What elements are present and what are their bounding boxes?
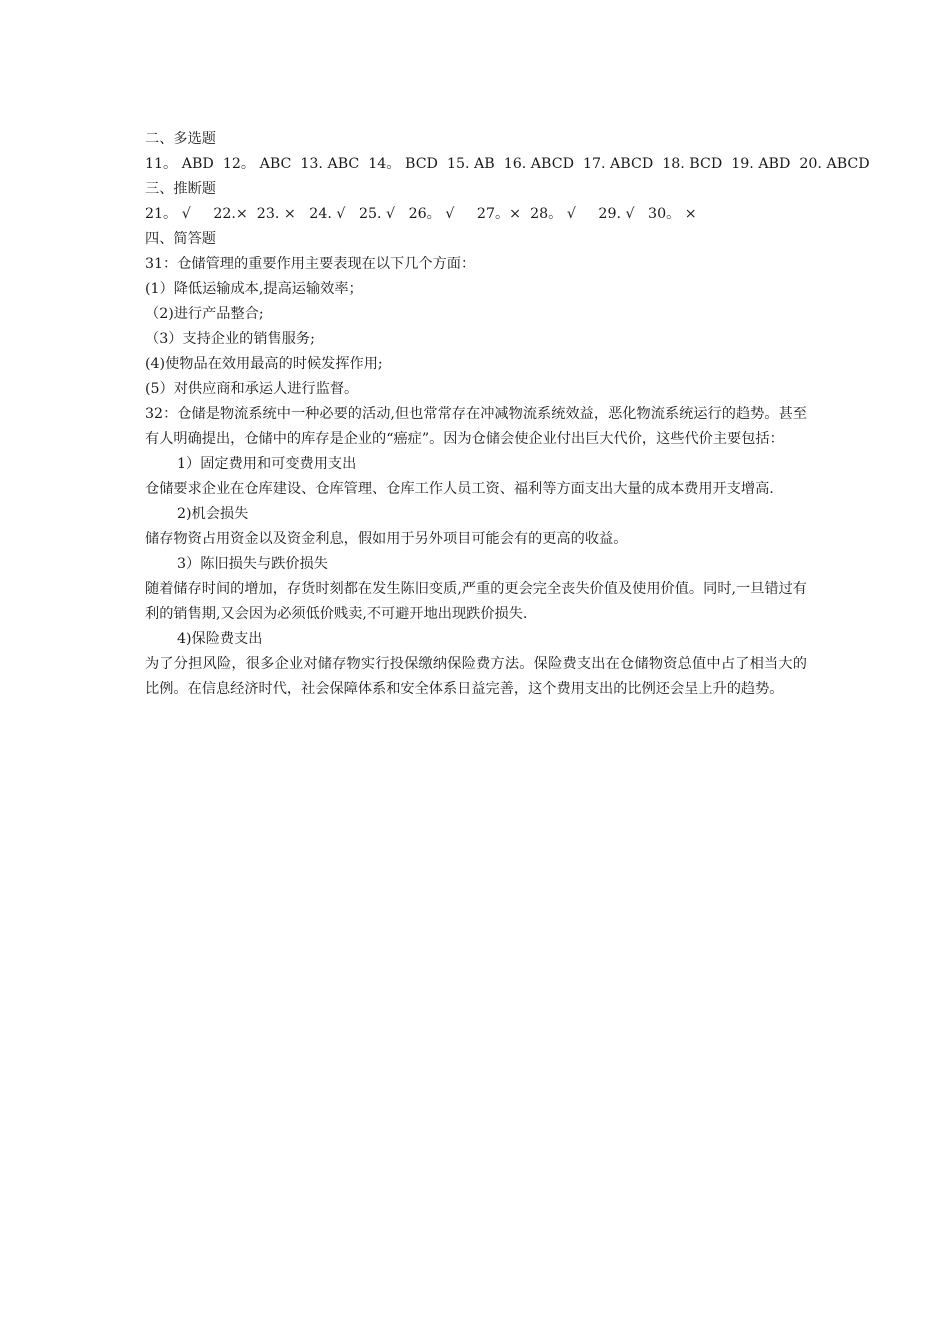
q32-point-body: 为了分担风险，很多企业对储存物实行投保缴纳保险费方法。保险费支出在仓储物资总值中占了相当大的比例。在信息经济时代，社会保障体系和安全体系日益完善，这个费用支出的比例还会呈上升的趋势。 <box>145 656 807 697</box>
q31-item: （2)进行产品整合; <box>145 306 264 322</box>
q31-item: (4)使物品在效用最高的时候发挥作用; <box>145 356 383 372</box>
q32-point-title: 4)保险费支出 <box>177 631 263 647</box>
q31-item: (1）降低运输成本,提高运输效率； <box>145 281 363 297</box>
q32-point-title: 3）陈旧损失与跌价损失 <box>177 556 328 572</box>
document-page <box>145 127 870 702</box>
multi-choice-heading: 二、多选题 <box>145 131 216 147</box>
q31-intro: 31：仓储管理的重要作用主要表现在以下几个方面： <box>145 256 476 272</box>
q31-item: (5）对供应商和承运人进行监督。 <box>145 381 359 397</box>
multi-choice-answers: 11。 ABD 12。 ABC 13. ABC 14。 BCD 15. AB 16. ABCD 17. ABCD 18. BCD 19. ABD 20. ABCD <box>145 156 870 172</box>
q32-point-body: 储存物资占用资金以及资金利息，假如用于另外项目可能会有的更高的收益。 <box>145 531 628 547</box>
q31-item: （3）支持企业的销售服务; <box>145 331 315 347</box>
q32-point-title: 2)机会损失 <box>177 506 249 522</box>
q32-point-body: 仓储要求企业在仓库建设、仓库管理、仓库工作人员工资、福利等方面支出大量的成本费用开支增高. <box>145 481 774 497</box>
q32-intro: 32：仓储是物流系统中一种必要的活动,但也常常存在冲减物流系统效益，恶化物流系统运行的趋势。甚至有人明确提出，仓储中的库存是企业的“癌症”。因为仓储会使企业付出巨大代价，这些代价主要包括： <box>145 406 807 447</box>
judgement-heading: 三、推断题 <box>145 181 216 197</box>
q32-point-body: 随着储存时间的增加，存货时刻都在发生陈旧变质,严重的更会完全丧失价值及使用价值。同时,一旦错过有利的销售期,又会因为必须低价贱卖,不可避开地出现跌价损失. <box>145 581 807 622</box>
q32-point-title: 1）固定费用和可变费用支出 <box>177 456 357 472</box>
judgement-answers: 21。 √ 22.× 23. × 24. √ 25. √ 26。 √ 27。× 28。 √ 29. √ 30。 × <box>145 206 697 222</box>
short-answer-heading: 四、简答题 <box>145 231 216 247</box>
